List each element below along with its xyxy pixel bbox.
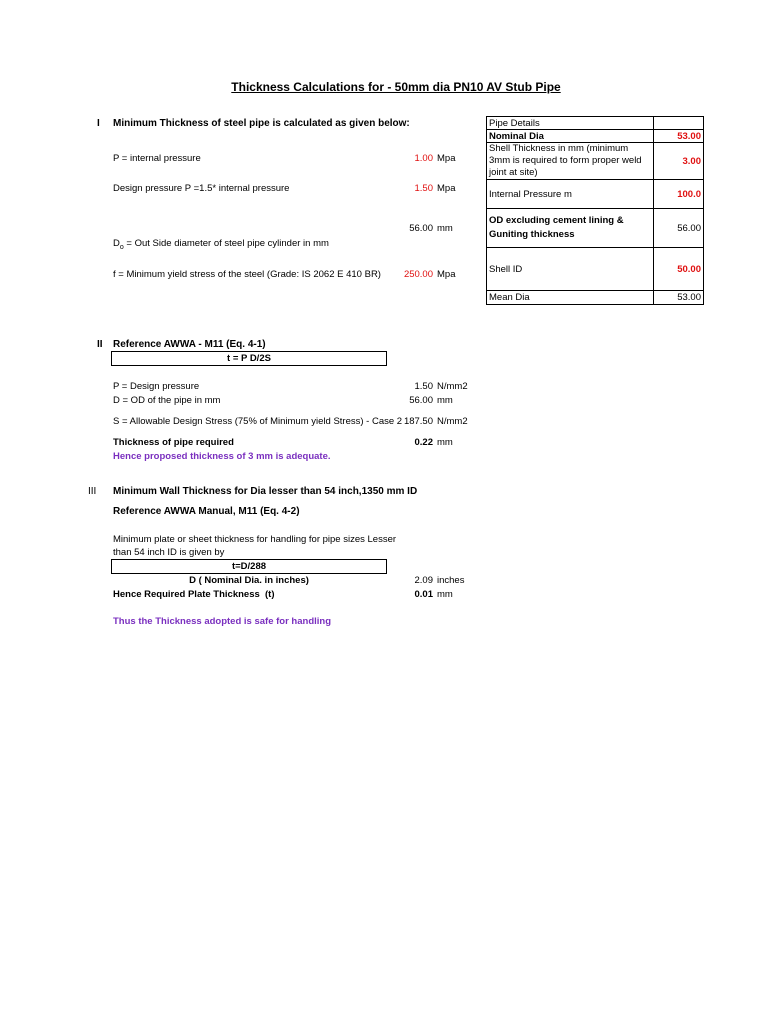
table-row [487,180,704,209]
pipe-details-table [486,116,704,305]
od-pipe-value: 56.00 [409,395,433,406]
pipe-details-header: Pipe Details [487,117,654,130]
od-excluding-value: 56.00 [654,209,704,248]
formula-2: t=D/288 [231,561,267,572]
internal-pressure-value: 1.00 [414,153,433,164]
mean-dia-label: Mean Dia [487,291,654,305]
shell-thickness-value: 3.00 [654,143,704,180]
nominal-dia-inches-label: D ( Nominal Dia. in inches) [189,575,309,586]
section-3-conclusion: Thus the Thickness adopted is safe for handling [113,616,332,627]
yield-stress-label: f = Minimum yield stress of the steel (Grade: IS 2062 E 410 BR) [113,269,381,280]
nominal-dia-inches-unit: inches [437,575,465,586]
section-2-heading: Reference AWWA - M11 (Eq. 4-1) [113,339,266,350]
table-row [487,143,704,180]
od-pipe-label: D = OD of the pipe in mm [113,395,221,406]
thickness-required-label: Thickness of pipe required [113,437,234,448]
page-title: Thickness Calculations for - 50mm dia PN10 AV Stub Pipe [231,80,561,94]
handling-desc-line-1: Minimum plate or sheet thickness for handling for pipe sizes Lesser [113,534,397,545]
nominal-dia-label: Nominal Dia [487,130,654,143]
od-pipe-unit: mm [437,395,453,406]
section-2-conclusion: Hence proposed thickness of 3 mm is adequate. [113,451,331,462]
section-3-reference: Reference AWWA Manual, M11 (Eq. 4-2) [113,506,300,517]
section-3-number: III [88,486,97,497]
internal-pressure-m-value: 100.0 [654,180,704,209]
outside-diameter-value: 56.00 [409,223,433,234]
nominal-dia-value: 53.00 [654,130,704,143]
shell-id-label: Shell ID [487,248,654,291]
nominal-dia-inches-value: 2.09 [414,575,433,586]
handling-desc-line-2: than 54 inch ID is given by [113,547,225,558]
internal-pressure-unit: Mpa [437,153,456,164]
internal-pressure-m-label: Internal Pressure m [487,180,654,209]
formula-1: t = P D/2S [227,353,271,364]
section-2-number: II [97,339,103,350]
plate-thickness-symbol: (t) [265,589,275,600]
design-pressure-value: 1.50 [414,183,433,194]
yield-stress-value: 250.00 [403,269,433,280]
plate-thickness-unit: mm [437,589,453,600]
design-pressure-unit: Mpa [437,183,456,194]
shell-thickness-label: Shell Thickness in mm (minimum 3mm is required to form proper weld joint at site) [487,143,654,180]
section-1-heading: Minimum Thickness of steel pipe is calculated as given below: [113,118,410,129]
design-pressure-p-value: 1.50 [414,381,433,392]
design-pressure-p-label: P = Design pressure [113,381,200,392]
outside-diameter-label: $D_o$ = Out Side diameter of steel pipe cylinder in mm [113,238,329,251]
thickness-required-unit: mm [437,437,453,448]
section-3-heading: Minimum Wall Thickness for Dia lesser than 54 inch,1350 mm ID [113,486,418,497]
allowable-stress-value: 187.50 [403,416,433,427]
table-row [487,291,704,305]
table-row [487,130,704,143]
allowable-stress-unit: N/mm2 [437,416,468,427]
design-pressure-label: Design pressure P =1.5* internal pressure [113,183,290,194]
table-row [487,209,704,248]
allowable-stress-label: S = Allowable Design Stress (75% of Minimum yield Stress) - Case 2 [113,416,403,427]
formula-box-2 [111,559,387,574]
mean-dia-value: 53.00 [654,291,704,305]
section-1-number: I [97,118,100,129]
plate-thickness-label: Hence Required Plate Thickness [113,589,260,600]
formula-box-1 [111,351,387,366]
outside-diameter-unit: mm [437,223,453,234]
design-pressure-p-unit: N/mm2 [437,381,468,392]
yield-stress-unit: Mpa [437,269,456,280]
plate-thickness-value: 0.01 [414,589,433,600]
od-excluding-label: OD excluding cement lining & Guniting thickness [487,209,654,248]
table-row [487,248,704,291]
thickness-required-value: 0.22 [414,437,433,448]
internal-pressure-label: P = internal pressure [113,153,201,164]
shell-id-value: 50.00 [654,248,704,291]
